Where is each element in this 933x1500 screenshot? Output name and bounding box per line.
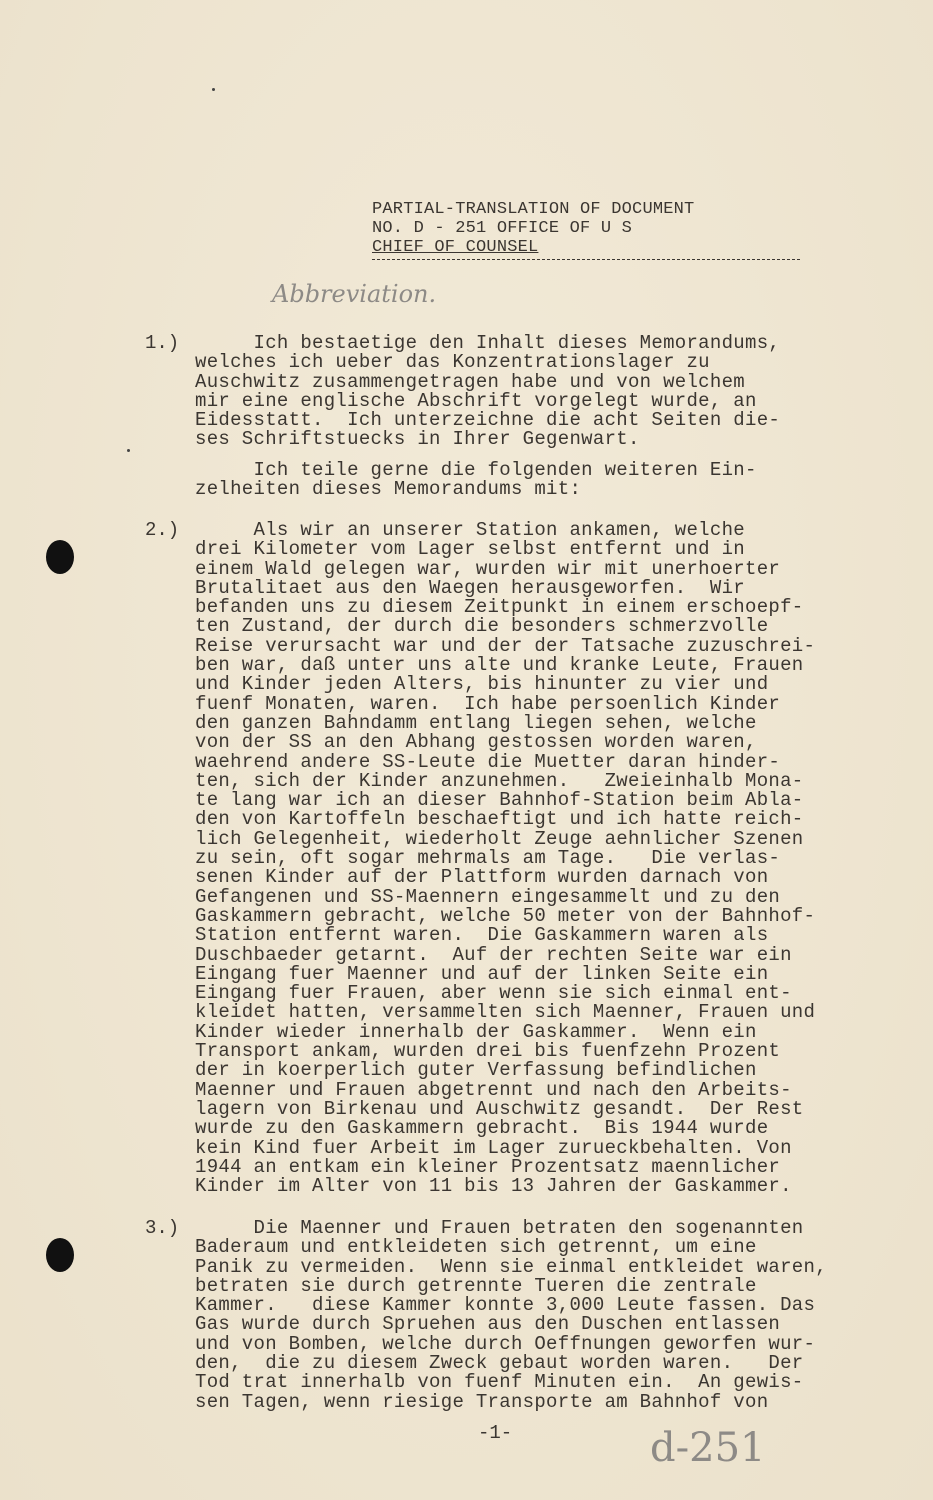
text-line: den, die zu diesem Zweck gebaut worden waren. Der	[195, 1352, 804, 1375]
text-line: Maenner und Frauen abgetrennt und nach den Arbeits-	[195, 1078, 792, 1101]
text-line: ses Schriftstuecks in Ihrer Gegenwart.	[195, 428, 640, 451]
text-line: zelheiten dieses Memorandums mit:	[195, 478, 582, 501]
text-line: Panik zu vermeiden. Wenn sie einmal entkleidet waren,	[195, 1255, 827, 1278]
text-line: Duschbaeder getarnt. Auf der rechten Seite war ein	[195, 943, 792, 966]
text-line: Gaskammern gebracht, welche 50 meter von der Bahnhof-	[195, 904, 816, 927]
text-line: und Kinder jeden Alters, bis hinunter zu vier und	[195, 673, 769, 696]
text-line: Brutalitaet aus den Waegen herausgeworfen. Wir	[195, 576, 745, 599]
header-office: CHIEF OF COUNSEL	[372, 238, 539, 257]
header-title: PARTIAL-TRANSLATION OF DOCUMENT	[372, 200, 695, 219]
text-line: Gefangenen und SS-Maennern eingesammelt und zu den	[195, 885, 781, 908]
text-line: von der SS an den Abhang gestossen worden waren,	[195, 731, 757, 754]
text-line: Ich teile gerne die folgenden weiteren Ein-	[195, 459, 757, 481]
paragraph	[195, 1219, 827, 1412]
ink-speck	[127, 449, 130, 452]
text-line: und von Bomben, welche durch Oeffnungen geworfen wur-	[195, 1332, 816, 1355]
paragraph	[195, 461, 757, 500]
text-line: sen Tagen, wenn riesige Transporte am Bahnhof von	[195, 1390, 769, 1413]
text-line: ten Zustand, der durch die besonders schmerzvolle	[195, 615, 769, 638]
paragraph	[195, 521, 815, 1196]
text-line: Kinder im Alter von 11 bis 13 Jahren der Gaskammer.	[195, 1175, 792, 1198]
section-number: 3.)	[145, 1217, 180, 1239]
text-line: Reise verursacht war und der der Tatsache zuzuschrei-	[195, 634, 816, 657]
text-line: Station entfernt waren. Die Gaskammern waren als	[195, 924, 769, 947]
text-line: Auschwitz zusammengetragen habe und von welchem	[195, 370, 745, 393]
text-line: Eidesstatt. Ich unterzeichne die acht Seiten die-	[195, 409, 781, 432]
text-line: kleidet hatten, versammelten sich Maenner, Frauen und	[195, 1001, 816, 1024]
text-line: Die Maenner und Frauen betraten den sogenannten	[195, 1217, 804, 1239]
text-line: betraten sie durch getrennte Tueren die zentrale	[195, 1274, 757, 1297]
section-number: 2.)	[145, 519, 180, 541]
text-line: te lang war ich an dieser Bahnhof-Station beim Abla-	[195, 789, 804, 812]
text-line: 1944 an entkam ein kleiner Prozentsatz maennlicher	[195, 1155, 781, 1178]
text-line: welches ich ueber das Konzentrationslager zu	[195, 351, 710, 374]
header-document-number: NO. D - 251 OFFICE OF U S	[372, 219, 633, 238]
section-number: 1.)	[145, 332, 180, 354]
text-line: Baderaum und entkleideten sich getrennt, um eine	[195, 1236, 757, 1259]
text-line: Ich bestaetige den Inhalt dieses Memorandums,	[195, 332, 781, 354]
punch-hole	[46, 540, 74, 574]
text-line: befanden uns zu diesem Zeitpunkt in einem erschoepf-	[195, 596, 804, 619]
text-line: mir eine englische Abschrift vorgelegt wurde, an	[195, 389, 757, 412]
text-line: Kammer. diese Kammer konnte 3,000 Leute fassen. Das	[195, 1294, 816, 1317]
text-line: ten, sich der Kinder anzunehmen. Zweieinhalb Mona-	[195, 769, 804, 792]
text-line: lagern von Birkenau und Auschwitz gesandt. Der Rest	[195, 1097, 804, 1120]
punch-hole	[46, 1238, 74, 1272]
paragraph	[195, 334, 780, 450]
header-rule	[372, 259, 800, 260]
handwritten-document-id: d-251	[650, 1425, 766, 1471]
text-line: waehrend andere SS-Leute die Muetter daran hinder-	[195, 750, 781, 773]
text-line: zu sein, oft sogar mehrmals am Tage. Die verlas-	[195, 847, 781, 870]
text-line: Als wir an unserer Station ankamen, welche	[195, 519, 745, 541]
page-number: -1-	[478, 1422, 513, 1444]
text-line: drei Kilometer vom Lager selbst entfernt und in	[195, 538, 745, 561]
text-line: der in koerperlich guter Verfassung befindlichen	[195, 1059, 757, 1082]
text-line: ben war, daß unter uns alte und kranke Leute, Frauen	[195, 654, 804, 677]
text-line: Eingang fuer Frauen, aber wenn sie sich einmal ent-	[195, 982, 792, 1005]
text-line: wurde zu den Gaskammern gebracht. Bis 1944 wurde	[195, 1117, 769, 1140]
text-line: den ganzen Bahndamm entlang liegen sehen, welche	[195, 711, 757, 734]
text-line: den von Kartoffeln beschaeftigt und ich hatte reich-	[195, 808, 804, 831]
text-line: senen Kinder auf der Plattform wurden darnach von	[195, 866, 769, 889]
text-line: Kinder wieder innerhalb der Gaskammer. Wenn ein	[195, 1020, 757, 1043]
text-line: fuenf Monaten, waren. Ich habe persoenlich Kinder	[195, 692, 781, 715]
text-line: kein Kind fuer Arbeit im Lager zurueckbehalten. Von	[195, 1136, 792, 1159]
text-line: Transport ankam, wurden drei bis fuenfzehn Prozent	[195, 1040, 781, 1063]
ink-speck	[212, 88, 215, 91]
handwritten-note: Abbreviation.	[272, 280, 437, 308]
text-line: Tod trat innerhalb von fuenf Minuten ein. An gewis-	[195, 1371, 804, 1394]
text-line: einem Wald gelegen war, wurden wir mit unerhoerter	[195, 557, 781, 580]
document-header	[372, 200, 694, 257]
text-line: Eingang fuer Maenner und auf der linken Seite ein	[195, 962, 769, 985]
text-line: lich Gelegenheit, wiederholt Zeuge aehnlicher Szenen	[195, 827, 804, 850]
text-line: Gas wurde durch Spruehen aus den Duschen entlassen	[195, 1313, 781, 1336]
